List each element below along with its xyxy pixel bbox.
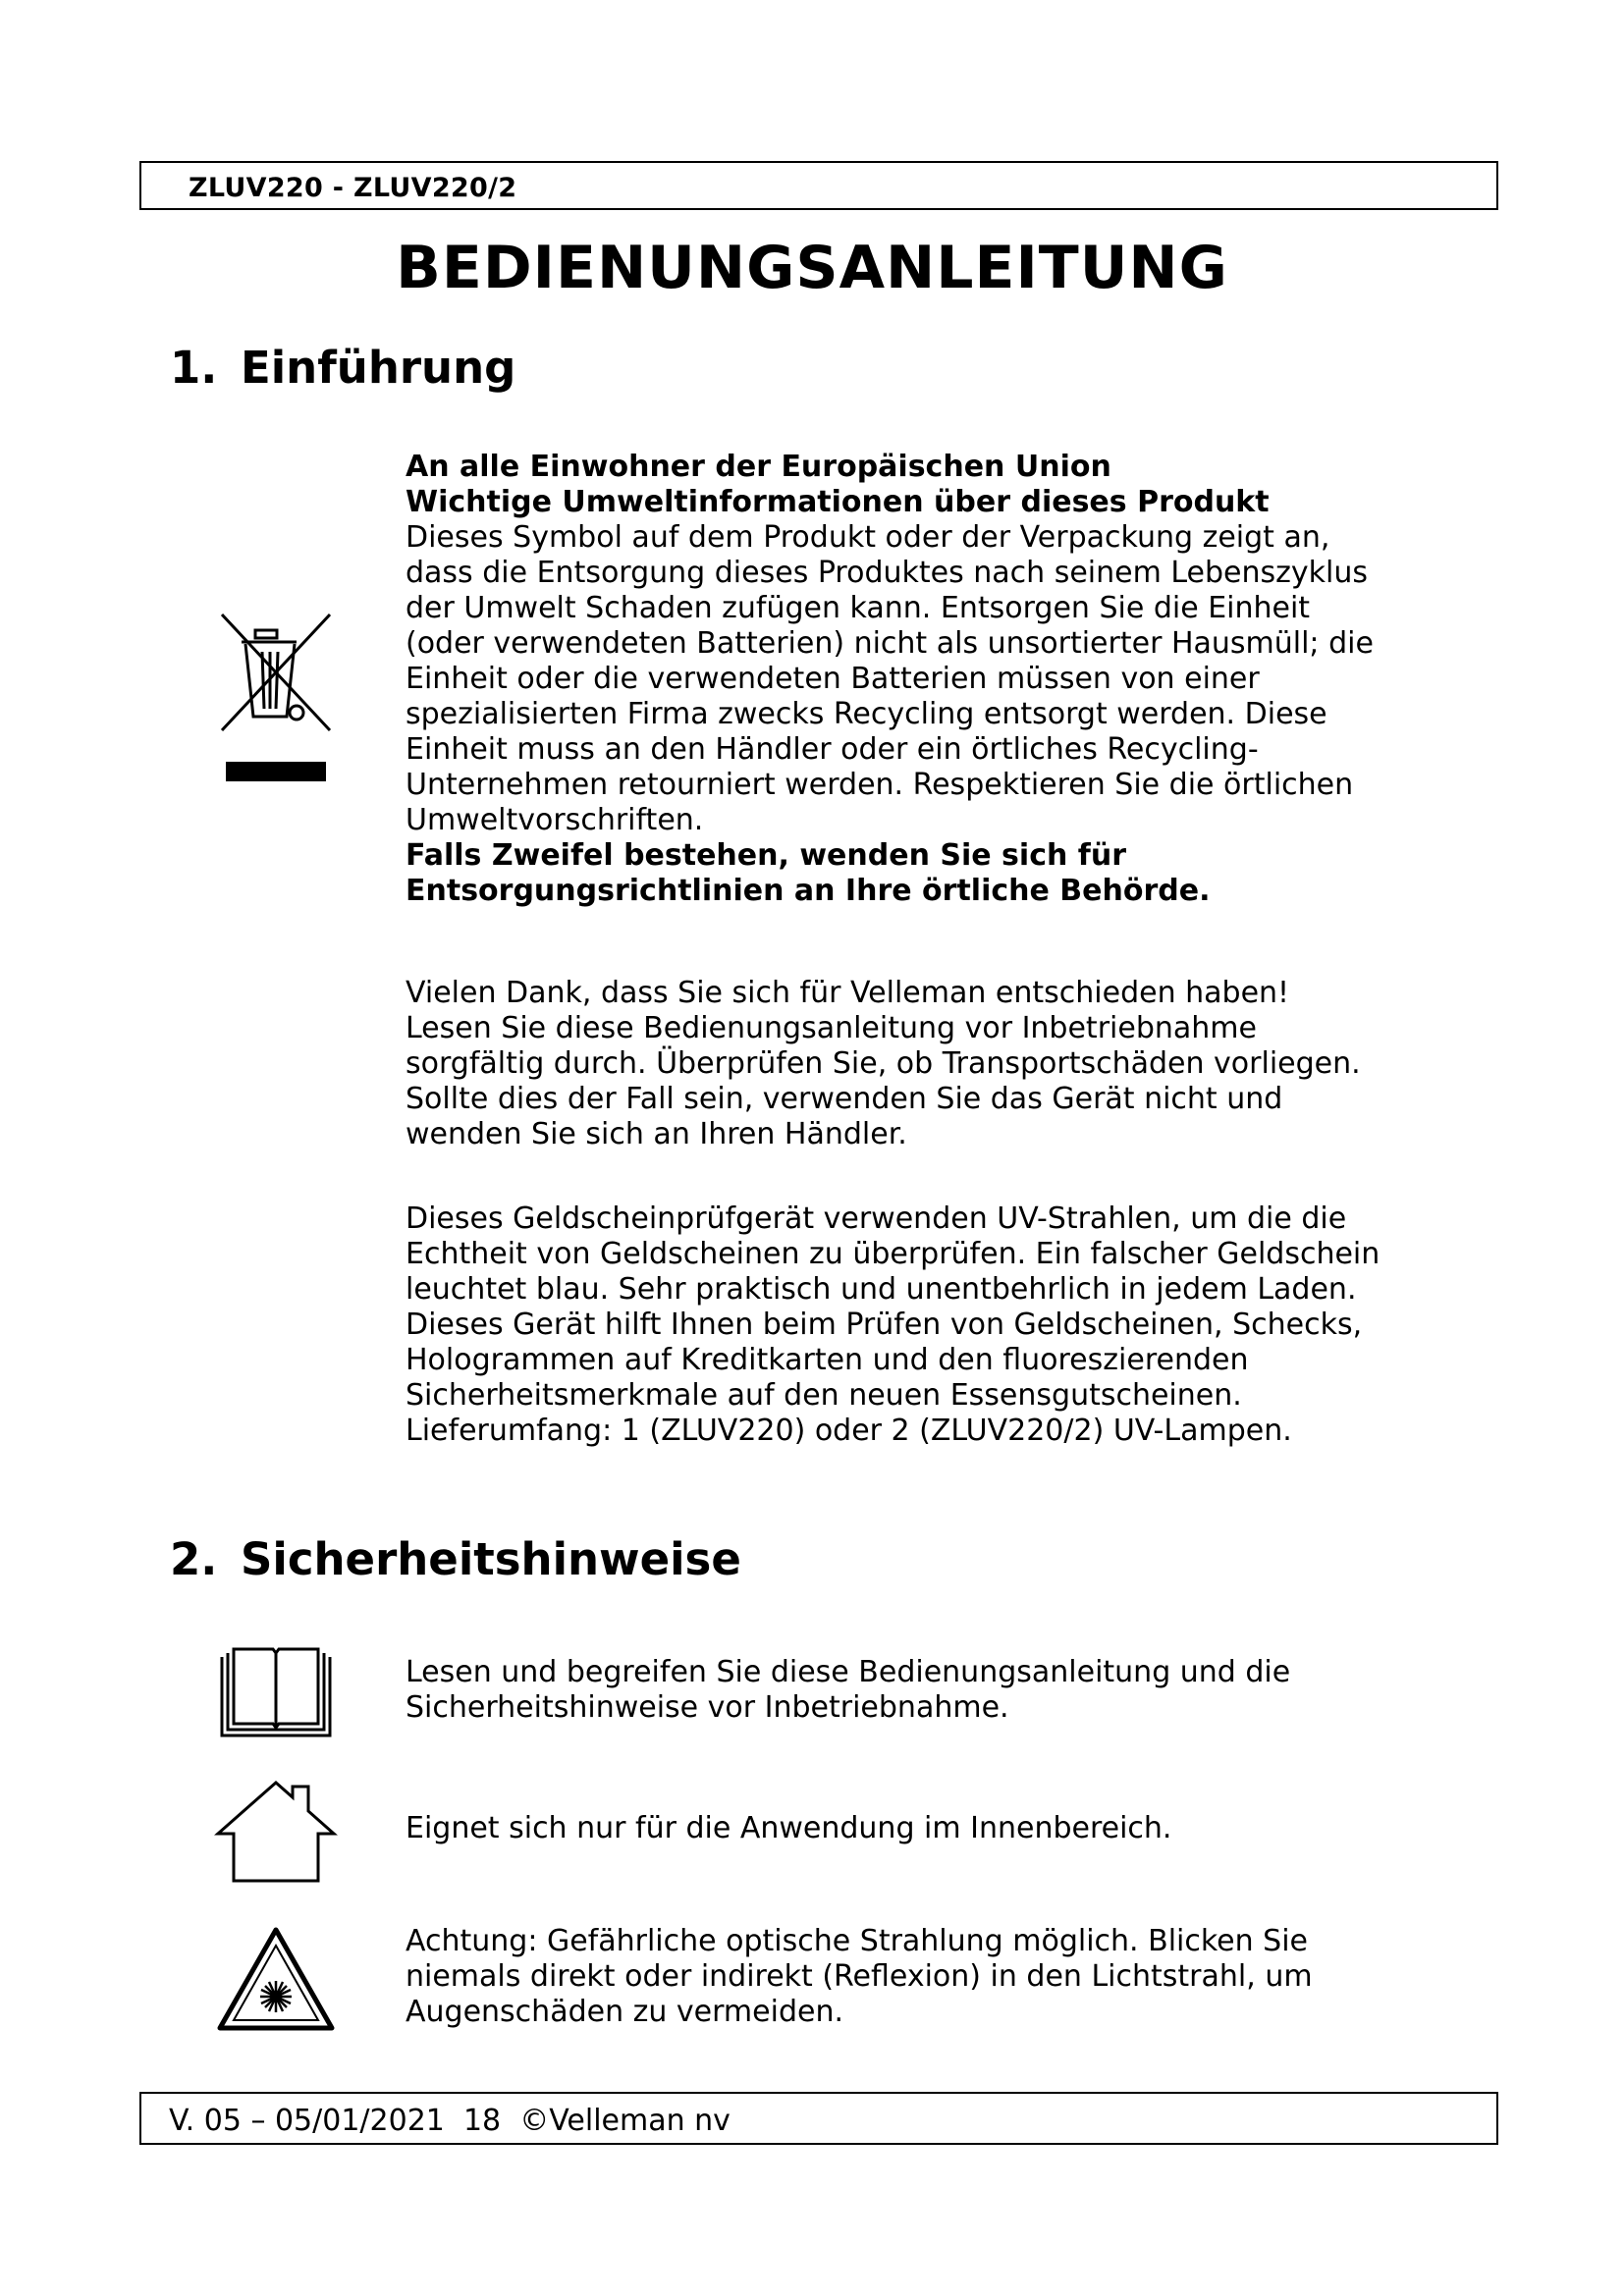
manual-instruction xyxy=(406,1655,1290,1726)
paragraph-line: Echtheit von Geldscheinen zu überprüfen. Ein falscher Geldschein xyxy=(406,1237,1380,1271)
house-icon xyxy=(214,1779,338,1885)
weee-note-line: Entsorgungsrichtlinien an Ihre örtliche Behörde. xyxy=(406,874,1211,908)
weee-notice xyxy=(406,450,1374,909)
paragraph-line: Sicherheitsmerkmale auf den neuen Essensgutscheinen. xyxy=(406,1378,1242,1413)
weee-bin-icon xyxy=(216,609,336,785)
description-paragraph xyxy=(406,1201,1380,1449)
section-title: Einführung xyxy=(241,342,516,394)
indoor-instruction xyxy=(406,1811,1171,1846)
paragraph-line: wenden Sie sich an Ihren Händler. xyxy=(406,1117,907,1151)
section-number: 1. xyxy=(170,342,218,394)
weee-text-line: Einheit oder die verwendeten Batterien müssen von einer xyxy=(406,662,1260,696)
weee-text-line: Unternehmen retourniert werden. Respektieren Sie die örtlichen xyxy=(406,768,1354,802)
paragraph-line: leuchtet blau. Sehr praktisch und unentbehrlich in jedem Laden. xyxy=(406,1272,1357,1307)
section-heading-safety xyxy=(170,1533,741,1585)
instruction-line: Eignet sich nur für die Anwendung im Innenbereich. xyxy=(406,1811,1172,1845)
weee-text-line: (oder verwendeten Batterien) nicht als unsortierter Hausmüll; die xyxy=(406,626,1374,661)
warning-line: Achtung: Gefährliche optische Strahlung möglich. Blicken Sie xyxy=(406,1924,1309,1958)
instruction-line: Lesen und begreifen Sie diese Bedienungsanleitung und die xyxy=(406,1655,1291,1689)
book-icon xyxy=(218,1645,334,1739)
weee-text-line: Einheit muss an den Händler oder ein örtliches Recycling- xyxy=(406,732,1259,767)
weee-text-line: dass die Entsorgung dieses Produktes nach seinem Lebenszyklus xyxy=(406,556,1368,590)
paragraph-line: sorgfältig durch. Überprüfen Sie, ob Transportschäden vorliegen. xyxy=(406,1046,1361,1081)
weee-text-line: Dieses Symbol auf dem Produkt oder der Verpackung zeigt an, xyxy=(406,520,1330,555)
weee-text-line: der Umwelt Schaden zufügen kann. Entsorgen Sie die Einheit xyxy=(406,591,1311,625)
paragraph-line: Sollte dies der Fall sein, verwenden Sie das Gerät nicht und xyxy=(406,1082,1283,1116)
weee-heading-line: Wichtige Umweltinformationen über dieses Produkt xyxy=(406,485,1270,519)
warning-line: niemals direkt oder indirekt (Reflexion) in den Lichtstrahl, um xyxy=(406,1959,1313,1994)
section-number: 2. xyxy=(170,1533,218,1585)
paragraph-line: Hologrammen auf Kreditkarten und den fluoreszierenden xyxy=(406,1343,1249,1377)
section-heading-introduction xyxy=(170,342,515,394)
radiation-warning xyxy=(406,1924,1313,2030)
weee-text-line: spezialisierten Firma zwecks Recycling entsorgt werden. Diese xyxy=(406,697,1327,731)
paragraph-line: Dieses Geldscheinprüfgerät verwenden UV-Strahlen, um die die xyxy=(406,1201,1347,1236)
paragraph-line: Dieses Gerät hilft Ihnen beim Prüfen von Geldscheinen, Schecks, xyxy=(406,1308,1363,1342)
weee-heading-line: An alle Einwohner der Europäischen Union xyxy=(406,450,1111,484)
document-title: BEDIENUNGSANLEITUNG xyxy=(396,234,1228,302)
instruction-line: Sicherheitshinweise vor Inbetriebnahme. xyxy=(406,1690,1009,1725)
header-box xyxy=(139,161,1498,210)
footer-box xyxy=(139,2092,1498,2145)
weee-note-line: Falls Zweifel bestehen, wenden Sie sich für xyxy=(406,838,1126,873)
optical-radiation-warning-icon xyxy=(214,1924,338,2034)
paragraph-line: Lesen Sie diese Bedienungsanleitung vor Inbetriebnahme xyxy=(406,1011,1257,1045)
model-number: ZLUV220 - ZLUV220/2 xyxy=(189,173,517,203)
warning-line: Augenschäden zu vermeiden. xyxy=(406,1995,844,2029)
paragraph-line: Vielen Dank, dass Sie sich für Velleman entschieden haben! xyxy=(406,976,1290,1010)
footer-version: V. 05 – 05/01/2021 18 ©Velleman nv xyxy=(169,2104,731,2138)
thanks-paragraph xyxy=(406,976,1361,1152)
section-title: Sicherheitshinweise xyxy=(241,1533,741,1585)
paragraph-line: Lieferumfang: 1 (ZLUV220) oder 2 (ZLUV220/2) UV-Lampen. xyxy=(406,1414,1292,1448)
weee-text-line: Umweltvorschriften. xyxy=(406,803,704,837)
